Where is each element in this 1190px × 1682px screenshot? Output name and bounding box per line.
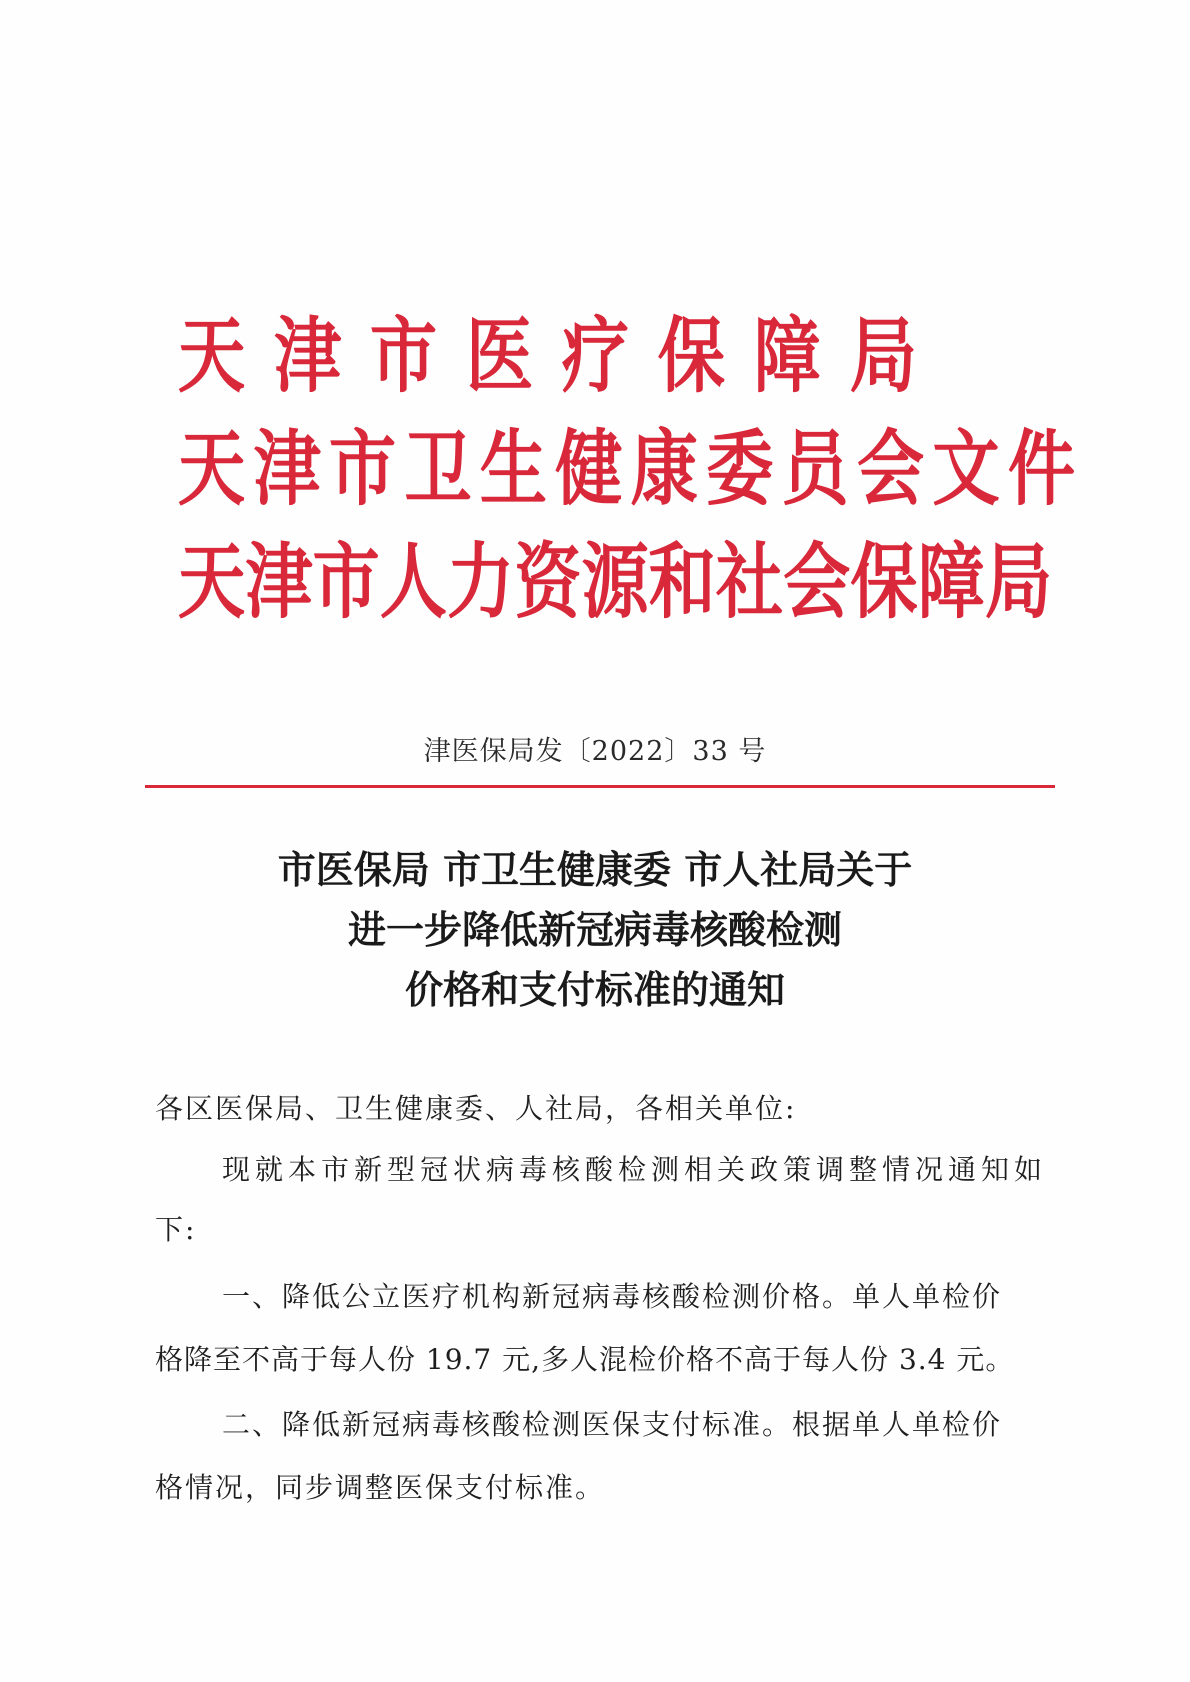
item-2-line-1: 二、降低新冠病毒核酸检测医保支付标准。根据单人单检价 [222,1408,1003,1441]
intro-paragraph-line-2: 下: [155,1213,197,1246]
item-2-line-2: 格情况，同步调整医保支付标准。 [155,1471,606,1504]
intro-paragraph-line-1: 现就本市新型冠状病毒核酸检测相关政策调整情况通知如 [222,1153,1048,1186]
document-title [0,840,1190,1020]
item-1-line-2: 格降至不高于每人份 19.7 元,多人混检价格不高于每人份 3.4 元。 [155,1343,1015,1376]
letterhead-line-2: 天津市卫生健康委员会文件 [178,421,1084,517]
title-line-1: 市医保局 市卫生健康委 市人社局关于 [277,847,913,892]
letterhead [178,300,1084,639]
addressee: 各区医保局、卫生健康委、人社局，各相关单位: [155,1092,797,1125]
letterhead-line-1: 天津市医疗保障局 [178,308,946,404]
item-1-line-1: 一、降低公立医疗机构新冠病毒核酸检测价格。单人单检价 [222,1280,1003,1313]
document-number: 津医保局发〔2022〕33 号 [423,736,767,767]
title-line-3: 价格和支付标准的通知 [404,967,785,1012]
red-divider-line [145,785,1055,788]
letterhead-line-3: 天津市人力资源和社会保障局 [178,534,1053,630]
title-line-2: 进一步降低新冠病毒核酸检测 [347,907,842,952]
